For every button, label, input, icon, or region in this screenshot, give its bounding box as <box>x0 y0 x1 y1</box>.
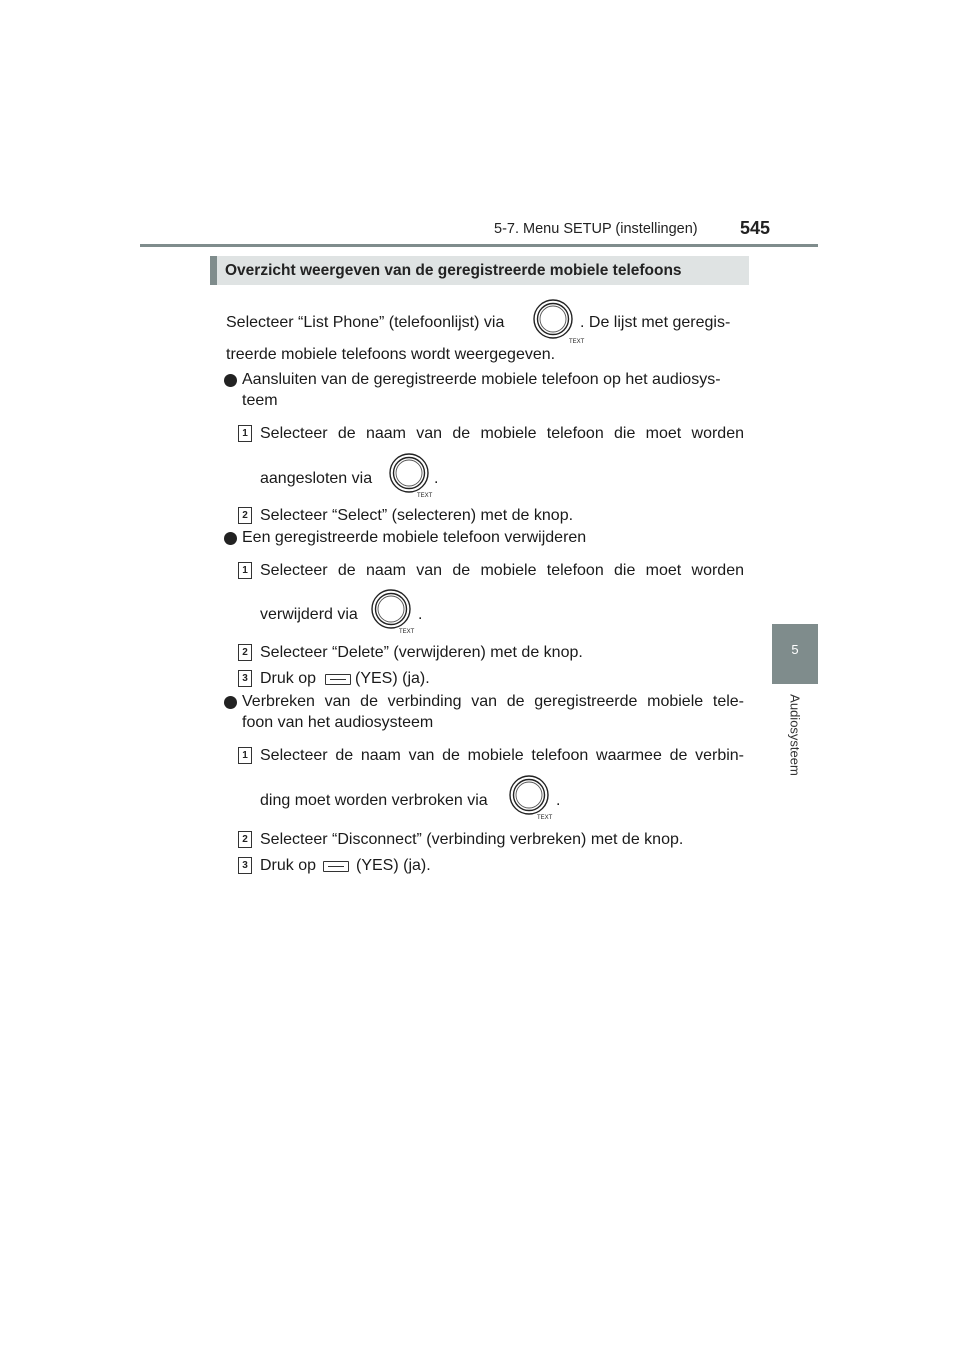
step-text-cont: ding moet worden verbroken via <box>260 792 488 809</box>
intro-line1-start: Selecteer “List Phone” (telefoonlijst) via <box>226 314 505 331</box>
step-text-end: . <box>556 792 561 809</box>
step-text-end: . <box>418 606 423 623</box>
step-text: Selecteer “Select” (selecteren) met de knop. <box>260 507 574 524</box>
header-rule <box>140 244 818 247</box>
step-text-cont: aangesloten via <box>260 470 373 487</box>
section-3-title-cont: foon van het audiosysteem <box>242 714 434 731</box>
bullet-icon <box>224 532 237 545</box>
svg-text:TEXT: TEXT <box>569 339 585 345</box>
svg-text:TEXT: TEXT <box>537 815 553 821</box>
running-header-section: 5-7. Menu SETUP (instellingen) <box>494 221 698 237</box>
step-number: 1 <box>238 562 252 579</box>
step-number: 1 <box>238 747 252 764</box>
step-text: Selecteer de naam van de mobiele telefoon die moet worden <box>260 562 744 579</box>
chapter-number: 5 <box>791 642 799 657</box>
intro-line2: treerde mobiele telefoons wordt weergegeven. <box>226 346 556 363</box>
softkey-button-icon <box>325 674 351 685</box>
step-number: 2 <box>238 644 252 661</box>
svg-text:TEXT: TEXT <box>399 629 415 635</box>
intro-line1-end: . De lijst met geregis- <box>580 314 731 331</box>
step-number: 1 <box>238 425 252 442</box>
step-text: Selecteer de naam van de mobiele telefoon die moet worden <box>260 425 744 442</box>
step-text: Selecteer de naam van de mobiele telefoon waarmee de verbin- <box>260 747 744 764</box>
step-text: Selecteer “Disconnect” (verbinding verbreken) met de knop. <box>260 831 684 848</box>
step-text: Druk op <box>260 670 317 687</box>
tune-knob-icon <box>531 298 585 345</box>
bullet-icon <box>224 696 237 709</box>
section-heading-marker <box>210 256 217 285</box>
softkey-button-icon <box>323 861 349 872</box>
section-3-title: Verbreken van de verbinding van de geregistreerde mobiele tele- <box>242 693 744 710</box>
step-number: 2 <box>238 507 252 524</box>
tune-knob-icon <box>369 588 415 634</box>
section-1-title: Aansluiten van de geregistreerde mobiele telefoon op het audiosys- <box>242 371 721 388</box>
step-text: Selecteer “Delete” (verwijderen) met de knop. <box>260 644 583 661</box>
step-number: 2 <box>238 831 252 848</box>
chapter-label: Audiosysteem <box>787 694 803 776</box>
step-text: Druk op <box>260 857 317 874</box>
step-text-cont: verwijderd via <box>260 606 358 623</box>
section-2-title: Een geregistreerde mobiele telefoon verwijderen <box>242 529 587 546</box>
section-1-title-cont: teem <box>242 392 278 409</box>
page-number: 545 <box>740 218 771 238</box>
tune-knob-icon <box>507 774 553 820</box>
bullet-icon <box>224 374 237 387</box>
step-text-end: (YES) (ja). <box>356 857 431 874</box>
tune-knob-icon <box>387 452 433 498</box>
step-number: 3 <box>238 857 252 874</box>
step-text-end: (YES) (ja). <box>355 670 430 687</box>
section-heading: Overzicht weergeven van de geregistreerde mobiele telefoons <box>225 262 682 279</box>
svg-text:TEXT: TEXT <box>417 493 433 499</box>
step-text-end: . <box>434 470 439 487</box>
step-number: 3 <box>238 670 252 687</box>
